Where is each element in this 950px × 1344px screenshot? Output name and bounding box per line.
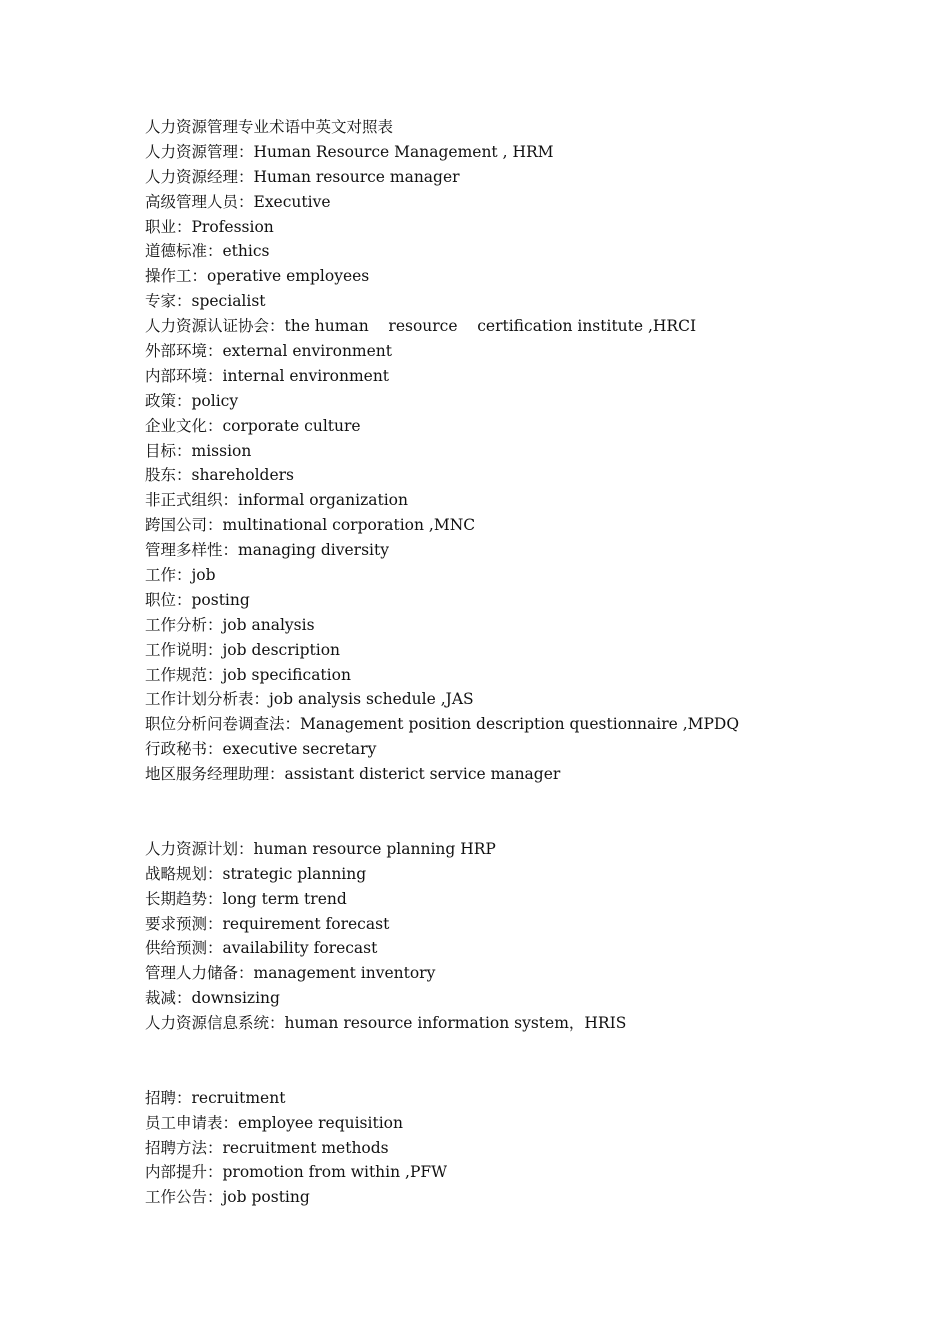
glossary-entry: 人力资源信息系统：human resource information system，HRIS bbox=[145, 1014, 627, 1033]
glossary-entry: 工作：job bbox=[145, 566, 216, 585]
glossary-entry: 人力资源管理：Human Resource Management , HRM bbox=[145, 142, 554, 161]
glossary-entry: 内部提升：promotion from within ,PFW bbox=[145, 1163, 448, 1182]
glossary-entry: 高级管理人员：Executive bbox=[145, 192, 331, 211]
glossary-section bbox=[145, 837, 905, 1036]
glossary-entry: 人力资源经理：Human resource manager bbox=[145, 167, 460, 186]
glossary-entry: 管理人力储备：management inventory bbox=[145, 964, 436, 983]
glossary-entry: 道德标准：ethics bbox=[145, 242, 270, 261]
glossary-entry: 供给预测：availability forecast bbox=[145, 939, 378, 958]
glossary-entry: 非正式组织：informal organization bbox=[145, 491, 408, 510]
glossary-entry: 招聘方法：recruitment methods bbox=[145, 1138, 389, 1157]
glossary-entry: 裁减：downsizing bbox=[145, 989, 280, 1008]
glossary-entry: 企业文化：corporate culture bbox=[145, 416, 361, 435]
glossary-entry: 工作规范：job specification bbox=[145, 665, 351, 684]
glossary-entry: 人力资源计划：human resource planning HRP bbox=[145, 839, 496, 858]
glossary-section bbox=[145, 1086, 905, 1210]
glossary-entry: 行政秘书：executive secretary bbox=[145, 740, 377, 759]
glossary-entry: 员工申请表：employee requisition bbox=[145, 1113, 403, 1132]
glossary-entry: 专家：specialist bbox=[145, 292, 266, 311]
glossary-entry: 地区服务经理助理：assistant disterict service manager bbox=[145, 765, 561, 784]
glossary-entry: 目标：mission bbox=[145, 441, 252, 460]
glossary-entry: 股东：shareholders bbox=[145, 466, 294, 485]
glossary-entry: 长期趋势：long term trend bbox=[145, 889, 347, 908]
glossary-entry: 职位：posting bbox=[145, 590, 250, 609]
glossary-entry: 职业：Profession bbox=[145, 217, 274, 236]
glossary-entry: 工作公告：job posting bbox=[145, 1188, 310, 1207]
glossary-entry: 管理多样性：managing diversity bbox=[145, 541, 389, 560]
glossary-entry: 工作分析：job analysis bbox=[145, 615, 315, 634]
glossary-entry: 人力资源认证协会：the human resource certification institute ,HRCI bbox=[145, 317, 697, 336]
glossary-entry: 要求预测：requirement forecast bbox=[145, 914, 390, 933]
document-title: 人力资源管理专业术语中英文对照表 bbox=[145, 118, 394, 136]
glossary-entry: 操作工：operative employees bbox=[145, 267, 370, 286]
glossary-sections bbox=[145, 140, 905, 1210]
glossary-section bbox=[145, 140, 905, 787]
glossary-entry: 政策：policy bbox=[145, 391, 239, 410]
glossary-entry: 内部环境：internal environment bbox=[145, 366, 390, 385]
glossary-entry: 职位分析问卷调查法：Management position description questionnaire ,MPDQ bbox=[145, 715, 740, 734]
document-body bbox=[145, 115, 905, 1210]
glossary-entry: 跨国公司：multinational corporation ,MNC bbox=[145, 516, 476, 535]
section-gap bbox=[145, 787, 905, 837]
section-gap bbox=[145, 1036, 905, 1086]
glossary-entry: 招聘：recruitment bbox=[145, 1088, 286, 1107]
glossary-entry: 外部环境：external environment bbox=[145, 342, 393, 361]
glossary-entry: 工作说明：job description bbox=[145, 640, 341, 659]
glossary-entry: 战略规划：strategic planning bbox=[145, 864, 367, 883]
glossary-entry: 工作计划分析表：job analysis schedule ,JAS bbox=[145, 690, 474, 709]
